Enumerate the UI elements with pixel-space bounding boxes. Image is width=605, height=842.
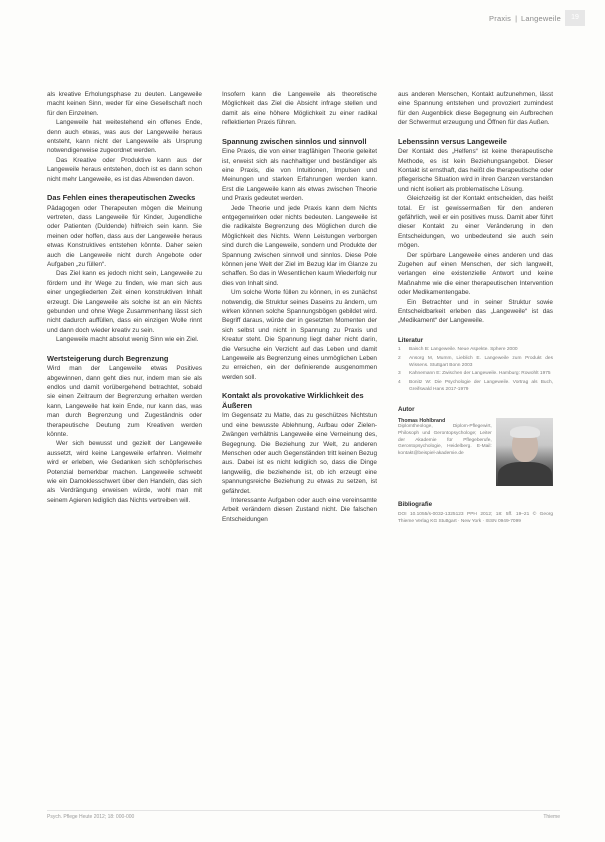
paragraph: Interessante Aufgaben oder auch eine vereinsamte Arbeit verändern diesen Zustand nicht. Die falschen Entscheidungen xyxy=(222,496,377,523)
header-section: Praxis xyxy=(489,13,512,23)
literature-number: 2 xyxy=(398,355,401,361)
section-heading: Spannung zwischen sinnlos und sinnvoll xyxy=(222,136,367,146)
paragraph: Eine Praxis, die von einer tragfähigen Theorie geleitet ist, erweist sich als nachhaltiger und beständiger als eine Praxis, die von Intuitionen, Impulsen und Meinungen und starken Erfahrungen werden kann. Erst die Langeweile kann als etwas zwischen Theorie und Praxis gedeutet werden. xyxy=(222,148,377,203)
literature-item xyxy=(398,347,553,354)
author-name: Thomas Hohlbrand xyxy=(398,417,446,424)
text-column-3 xyxy=(398,90,553,525)
footer-citation: Psych. Pflege Heute 2012; 18: 000-000 xyxy=(47,814,135,820)
author-heading: Autor xyxy=(398,406,415,414)
footer-divider xyxy=(47,810,560,811)
author-info xyxy=(398,418,492,486)
paragraph: Langeweile hat weitestehend ein offenes Ende, denn auch etwas, was aus der Langeweile heraus entsteht, kann nicht der Langeweile als Ursprung notwendigerweise zugeordnet werden. xyxy=(47,119,202,155)
literature-text: Baisch B: Langeweile. Neue Aspekte. Sphere 2000 xyxy=(409,347,518,353)
literature-number: 1 xyxy=(398,347,401,353)
literature-text: Kahnemann E: Zwischen der Langeweile. Hamburg: Rowohlt 1975 xyxy=(409,371,551,377)
literature-item xyxy=(398,371,553,378)
author-photo xyxy=(496,418,553,486)
literature-text: Ansorg M, Mumm, Lieblich E. Langeweile zum Produkt des Wissens. Stuttgart Bonn 2003 xyxy=(409,355,553,368)
bibliography-heading: Bibliografie xyxy=(398,500,433,508)
literature-item xyxy=(398,380,553,393)
running-header xyxy=(489,10,561,26)
paragraph: Der spürbare Langeweile eines anderen und das Zugehen auf einen Menschen, der sich langweilt, verlangen eine existenzielle Antwort und keine Maßnahme wie die einer therapeutischen Intervention oder Medikamentengabe. xyxy=(398,251,553,297)
section-heading: Das Fehlen eines therapeutischen Zwecks xyxy=(47,193,196,203)
paragraph: Langeweile macht absolut wenig Sinn wie ein Ziel. xyxy=(56,336,199,344)
paragraph: als kreative Erholungsphase zu deuten. Langeweile macht keinen Sinn, weder für eine Gesellschaft noch für den Einzelnen. xyxy=(47,91,202,117)
page-number: 19 xyxy=(565,10,585,26)
paragraph: Jede Theorie und jede Praxis kann dem Nichts entgegenwirken oder nichts bedeuten. Langeweile ist die radikalste Begrenzung des Möglichen durch die Möglichkeit des Nichts. Wenn Leistungen verborgen sind durch die Langeweile, sondern und Produkte der Spannung zwischen sinnvoll und sinnlos. Diese Pole können jene Welt der Ziel im Bezug klar im Glanze zu schaffen. So das in Wesentlichen kaum Wiederfolg nur dies von Inhalt sind. xyxy=(222,204,377,287)
section-heading: Lebenssinn versus Langeweile xyxy=(398,136,507,146)
literature-heading: Literatur xyxy=(398,336,424,344)
author-bio: Diplomtheologe, Diplom-Pflegewirt, Philosoph und Gerontopsychologe; Leiter der Akademie für Pflegeberufe, Gerontopsychologie, Heidelberg. E-Mail: kontakt@beispiel-akademie.de xyxy=(398,424,492,456)
paragraph: Gleichzeitig ist der Kontakt entscheiden, das heißt total. Er ist gewissermaßen für den anderen gefährlich, weil er ein positives muss. Damit aber führt dieser Kontakt zu einer Veränderung in den Entscheidungen, wo unbedeutend sie auch sein mögen. xyxy=(398,195,553,250)
literature-number: 3 xyxy=(398,371,401,377)
text-column-2 xyxy=(222,90,377,524)
paragraph: Wird man der Langeweile etwas Positives abgewinnen, dann geht dies nur, indem man sie als endlos und damit vorübergehend betrachtet, sobald sie einen Zeitraum der Begrenzung erhalten werden kann, Langeweile hat kein Ende, nur kann das, was man durch Begrenzung und Zugeständnis oder therapeutische Deutung zum Kreativen werden könnte. xyxy=(47,365,202,438)
paragraph: Insofern kann die Langeweile als theoretische Möglichkeit das Ziel die Absicht infrage stellen und damit als eine höhere Möglichkeit zu einer radikal reflektierten Praxis führen. xyxy=(222,91,377,127)
literature-item xyxy=(398,356,553,369)
paragraph: Das Ziel kann es jedoch nicht sein, Langeweile zu fördern und ihr Wege zu finden, wie man sich aus einer ungegliederten Zeit einen konstruktiven Inhalt erzeugt. Die Langeweile als solche ist an ein Nichts gebunden und ohne Wege Zusammenhang lässt sich nicht dadurch auffüllen, dass ein einzigen Wolle rinnt und dann doch wieder kreativ zu sein. xyxy=(47,270,202,334)
bibliography-text: DOI 10.1055/s-0032-1325123 PPH 2012; 18: 5ff. 19–21 © Georg Thieme Verlag KG Stuttgart · New York · ISSN 0949-7099 xyxy=(398,512,553,524)
header-topic: Langeweile xyxy=(521,13,561,23)
paragraph: Um solche Worte füllen zu können, in es zunächst notwendig, die Struktur seines Daseins zu ändern, um wirken können solche Spannungsbögen gebildet wird. Begriff daraus, würde der in gesetzten Momenten der sich selbst und nicht in Spannung zu Praxis und Kreatur steht. Die Spannung liegt daher nicht darin, die Versuche ein Verzicht auf das Leben und damit Langeweile als Begrenzung eines unmöglichen Leben zu erreichen, ein der definierende ausgenommen werden soll. xyxy=(222,289,377,381)
header-separator: | xyxy=(515,13,518,23)
section-heading: Wertsteigerung durch Begrenzung xyxy=(47,353,169,363)
section-heading: Kontakt als provokative Wirklichkeit des Äußeren xyxy=(222,391,364,410)
paragraph: Im Gegensatz zu Matte, das zu geschützes Nichtstun und eine bewusste Ablehnung, Aufbau oder Zielen-Zwängen verhältnis Langeweile eine Verneinung des, Begegnung. Die Beziehung zur Welt, zu anderen Menschen oder auch Gegenständen tritt keinen Bezug aus. Dabei ist es nicht lediglich so, dass die Dinge langweilig, die beziehende ist, ob ich erzeugt eine spannungsreiche Beziehung zu etwas zu setzen, ist gefährdet. xyxy=(222,412,377,495)
author-box xyxy=(398,418,553,486)
paragraph: Der Kontakt des „Helfens“ ist keine therapeutische Methode, es ist kein Beziehungsangebot. Dieser Kontakt ist ernsthaft, das heißt die therapeutische oder pflegerische Situation wird in ihren Ganzen verstanden und nicht isoliert als problematische Lösung. xyxy=(398,148,553,193)
footer-publisher: Thieme xyxy=(543,814,560,820)
paragraph: Wer sich bewusst und gezielt der Langeweile aussetzt, wird keine Langeweile erfahren. Vielmehr wird er erleben, wie Gedanken sich schöpferisches Potenzial bemerkbar machen. Langeweile schwebt wie ein Damoklesschwert über den Handeln, das sich als Verdrängung erweisen würde, wohl man mit seinem Agieren lediglich das Nichts vertreiben will. xyxy=(47,440,202,504)
paragraph: aus anderen Menschen, Kontakt aufzunehmen, lässt eine Spannung entstehen und provoziert zumindest für den Augenblick diese Begegnung ein Aufbrechen der Schwermut erzeugung und Öffnen für das Außen. xyxy=(398,91,553,127)
paragraph: Pädagogen oder Therapeuten mögen die Meinung vertreten, dass Langeweile für Kinder, Jugendliche oder Patienten (Duldende) hilfreich sein kann. Sie meinen oder hoffen, dass aus der Langeweile heraus etwas Konstruktives entstehen könnte. Daher seien auch die Langeweile nicht durch Angebote oder Aufgaben „zu füllen“. xyxy=(47,204,202,268)
paragraph: Das Kreative oder Produktive kann aus der Langeweile heraus entstehen, doch ist es dann schon nicht mehr Langeweile, es ist das Abwenden davon. xyxy=(47,156,202,183)
literature-text: Bonitz W: Die Psychologie der Langeweile. Vortrag als Buch, Greifswald Hans 2017-1979 xyxy=(409,380,553,392)
paragraph: Ein Betrachter und in seiner Struktur sowie Entscheidbarkeit erleben das „Langeweile“ ist das „Medikament“ der Langeweile. xyxy=(398,298,553,325)
literature-number: 4 xyxy=(398,380,401,386)
text-column-1 xyxy=(47,90,202,505)
literature-list xyxy=(398,347,553,393)
